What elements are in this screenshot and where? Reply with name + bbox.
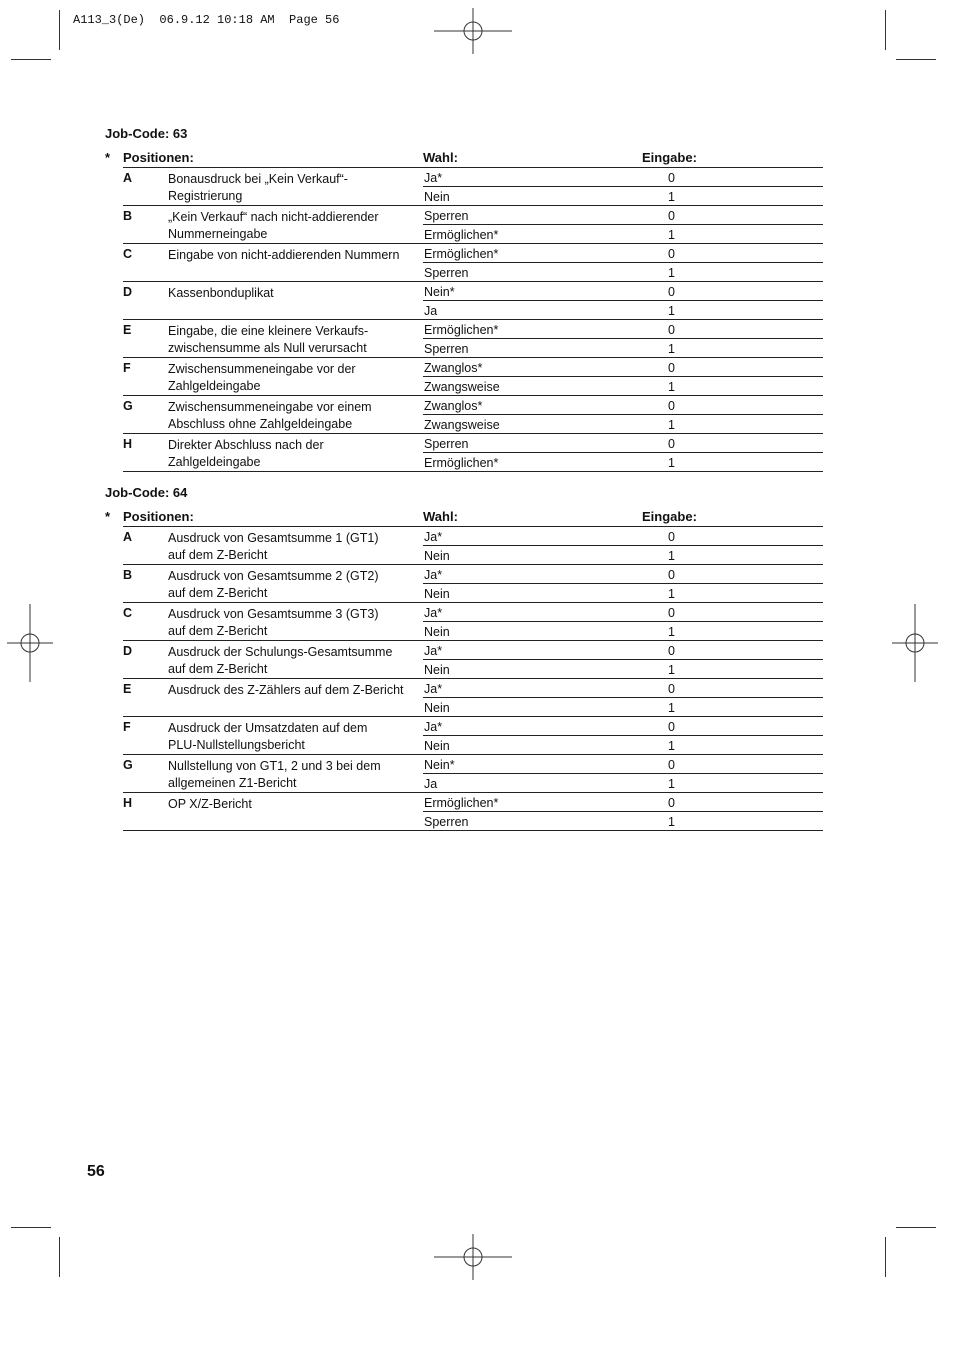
option-label: Ja	[424, 304, 438, 318]
table-row	[123, 358, 823, 396]
description-line: zwischensumme als Null verursacht	[168, 341, 367, 355]
header-positions: Positionen:	[123, 150, 194, 165]
option-row	[423, 396, 823, 415]
option-row	[423, 415, 823, 433]
position-description	[168, 171, 418, 205]
option-row	[423, 225, 823, 243]
option-label: Zwangsweise	[424, 418, 500, 432]
option-label: Nein*	[424, 285, 455, 299]
option-label: Nein	[424, 625, 450, 639]
crop-mark	[11, 59, 51, 60]
description-line: auf dem Z-Bericht	[168, 548, 268, 562]
option-label: Ja*	[424, 530, 443, 544]
option-value: 1	[668, 342, 675, 356]
option-row	[423, 736, 823, 754]
header-positions: Positionen:	[123, 509, 194, 524]
option-value: 1	[668, 380, 675, 394]
table-row	[123, 793, 823, 831]
position-description	[168, 399, 418, 433]
table-row	[123, 755, 823, 793]
option-row	[423, 603, 823, 622]
crop-mark	[885, 1237, 886, 1277]
option-row	[423, 622, 823, 640]
description-line: auf dem Z-Bericht	[168, 586, 268, 600]
description-line: Ausdruck des Z-Zählers auf dem Z-Bericht	[168, 683, 404, 697]
option-label: Nein	[424, 739, 450, 753]
description-line: Bonausdruck bei „Kein Verkauf“-	[168, 172, 348, 186]
option-row	[423, 717, 823, 736]
option-value: 1	[668, 549, 675, 563]
job-code-63-table	[105, 150, 823, 472]
option-row	[423, 755, 823, 774]
page-number: 56	[87, 1163, 105, 1180]
position-letter: C	[123, 247, 133, 261]
header-wahl: Wahl:	[423, 150, 458, 165]
option-label: Zwanglos*	[424, 361, 483, 375]
option-label: Ja*	[424, 606, 443, 620]
option-row	[423, 320, 823, 339]
position-letter: E	[123, 682, 132, 696]
header-eingabe: Eingabe:	[642, 150, 697, 165]
description-line: Eingabe, die eine kleinere Verkaufs-	[168, 324, 369, 338]
table-row	[123, 603, 823, 641]
option-label: Sperren	[424, 437, 469, 451]
option-row	[423, 453, 823, 471]
option-label: Ja	[424, 777, 438, 791]
option-list	[423, 793, 823, 830]
position-description	[168, 796, 418, 813]
position-letter: F	[123, 361, 131, 375]
option-label: Sperren	[424, 209, 469, 223]
description-line: Direkter Abschluss nach der	[168, 438, 324, 452]
option-list	[423, 641, 823, 678]
position-letter: D	[123, 644, 133, 658]
option-label: Zwanglos*	[424, 399, 483, 413]
description-line: Nummerneingabe	[168, 227, 268, 241]
table-header	[105, 150, 823, 168]
position-description	[168, 606, 418, 640]
print-slug: A113_3(De) 06.9.12 10:18 AM Page 56	[73, 13, 340, 27]
option-value: 0	[668, 644, 675, 658]
option-label: Ja*	[424, 171, 443, 185]
description-line: Zwischensummeneingabe vor der	[168, 362, 356, 376]
option-row	[423, 339, 823, 357]
option-row	[423, 282, 823, 301]
position-letter: A	[123, 171, 133, 185]
registration-mark-icon	[434, 0, 512, 70]
option-label: Nein	[424, 587, 450, 601]
option-value: 0	[668, 758, 675, 772]
description-line: „Kein Verkauf“ nach nicht-addierender	[168, 210, 379, 224]
table-row	[123, 565, 823, 603]
option-value: 0	[668, 568, 675, 582]
option-list	[423, 396, 823, 433]
option-list	[423, 565, 823, 602]
option-row	[423, 660, 823, 678]
option-row	[423, 679, 823, 698]
description-line: allgemeinen Z1-Bericht	[168, 776, 297, 790]
option-label: Ja*	[424, 644, 443, 658]
option-label: Nein*	[424, 758, 455, 772]
option-row	[423, 168, 823, 187]
option-value: 1	[668, 266, 675, 280]
header-eingabe: Eingabe:	[642, 509, 697, 524]
option-list	[423, 527, 823, 564]
option-value: 1	[668, 663, 675, 677]
position-description	[168, 530, 418, 564]
option-label: Ermöglichen*	[424, 247, 499, 261]
option-row	[423, 244, 823, 263]
option-value: 0	[668, 285, 675, 299]
option-value: 1	[668, 587, 675, 601]
position-letter: B	[123, 209, 133, 223]
option-label: Sperren	[424, 266, 469, 280]
option-value: 0	[668, 720, 675, 734]
option-value: 1	[668, 777, 675, 791]
position-description	[168, 437, 418, 471]
position-letter: D	[123, 285, 133, 299]
option-list	[423, 168, 823, 205]
table-header	[105, 509, 823, 527]
option-row	[423, 793, 823, 812]
table-row	[123, 206, 823, 244]
job-code-63-title: Job-Code: 63	[105, 126, 188, 141]
table-rows	[105, 527, 823, 831]
description-line: Ausdruck von Gesamtsumme 2 (GT2)	[168, 569, 379, 583]
position-description	[168, 758, 418, 792]
description-line: Ausdruck der Schulungs-Gesamtsumme	[168, 645, 393, 659]
option-label: Zwangsweise	[424, 380, 500, 394]
option-row	[423, 527, 823, 546]
position-letter: E	[123, 323, 132, 337]
option-label: Ja*	[424, 568, 443, 582]
option-value: 1	[668, 625, 675, 639]
option-value: 0	[668, 209, 675, 223]
position-description	[168, 720, 418, 754]
crop-mark	[59, 1237, 60, 1277]
description-line: Registrierung	[168, 189, 243, 203]
position-letter: C	[123, 606, 133, 620]
option-value: 0	[668, 682, 675, 696]
description-line: auf dem Z-Bericht	[168, 624, 268, 638]
option-row	[423, 774, 823, 792]
option-value: 0	[668, 361, 675, 375]
option-label: Sperren	[424, 815, 469, 829]
table-row	[123, 434, 823, 472]
option-list	[423, 755, 823, 792]
header-wahl: Wahl:	[423, 509, 458, 524]
option-value: 1	[668, 701, 675, 715]
option-value: 1	[668, 304, 675, 318]
option-list	[423, 358, 823, 395]
registration-mark-icon	[876, 604, 954, 682]
option-row	[423, 584, 823, 602]
option-label: Nein	[424, 701, 450, 715]
option-label: Nein	[424, 549, 450, 563]
option-label: Ermöglichen*	[424, 228, 499, 242]
position-letter: G	[123, 758, 133, 772]
description-line: OP X/Z-Bericht	[168, 797, 252, 811]
option-list	[423, 244, 823, 281]
option-row	[423, 565, 823, 584]
option-label: Ja*	[424, 720, 443, 734]
job-code-64-title: Job-Code: 64	[105, 485, 188, 500]
option-list	[423, 717, 823, 754]
position-description	[168, 209, 418, 243]
table-row	[123, 320, 823, 358]
description-line: Nullstellung von GT1, 2 und 3 bei dem	[168, 759, 381, 773]
position-letter: H	[123, 796, 133, 810]
option-list	[423, 603, 823, 640]
header-asterisk: *	[105, 150, 111, 165]
option-row	[423, 641, 823, 660]
option-list	[423, 282, 823, 319]
job-code-64-table	[105, 509, 823, 831]
crop-mark	[59, 10, 60, 50]
position-description	[168, 682, 418, 699]
option-value: 0	[668, 437, 675, 451]
option-value: 0	[668, 606, 675, 620]
option-value: 1	[668, 815, 675, 829]
option-label: Ermöglichen*	[424, 796, 499, 810]
option-list	[423, 434, 823, 471]
option-row	[423, 546, 823, 564]
description-line: Eingabe von nicht-addierenden Nummern	[168, 248, 400, 262]
table-row	[123, 244, 823, 282]
position-description	[168, 285, 418, 302]
option-value: 0	[668, 796, 675, 810]
option-row	[423, 434, 823, 453]
option-row	[423, 698, 823, 716]
option-value: 1	[668, 739, 675, 753]
position-description	[168, 361, 418, 395]
position-description	[168, 323, 418, 357]
option-label: Sperren	[424, 342, 469, 356]
table-row	[123, 641, 823, 679]
option-value: 0	[668, 247, 675, 261]
crop-mark	[896, 1227, 936, 1228]
option-row	[423, 187, 823, 205]
description-line: Ausdruck von Gesamtsumme 3 (GT3)	[168, 607, 379, 621]
option-label: Ja*	[424, 682, 443, 696]
position-description	[168, 247, 418, 264]
crop-mark	[11, 1227, 51, 1228]
position-description	[168, 568, 418, 602]
description-line: PLU-Nullstellungsbericht	[168, 738, 305, 752]
option-list	[423, 679, 823, 716]
option-row	[423, 812, 823, 830]
option-value: 0	[668, 530, 675, 544]
position-letter: F	[123, 720, 131, 734]
table-row	[123, 168, 823, 206]
position-description	[168, 644, 418, 678]
description-line: auf dem Z-Bericht	[168, 662, 268, 676]
option-value: 1	[668, 456, 675, 470]
registration-mark-icon	[434, 1218, 512, 1296]
option-value: 1	[668, 418, 675, 432]
option-row	[423, 301, 823, 319]
option-row	[423, 206, 823, 225]
option-list	[423, 320, 823, 357]
description-line: Ausdruck von Gesamtsumme 1 (GT1)	[168, 531, 379, 545]
table-row	[123, 527, 823, 565]
option-row	[423, 358, 823, 377]
position-letter: G	[123, 399, 133, 413]
option-label: Nein	[424, 663, 450, 677]
position-letter: B	[123, 568, 133, 582]
option-row	[423, 377, 823, 395]
option-value: 0	[668, 323, 675, 337]
option-value: 1	[668, 190, 675, 204]
description-line: Zwischensummeneingabe vor einem	[168, 400, 372, 414]
table-row	[123, 679, 823, 717]
option-label: Nein	[424, 190, 450, 204]
option-list	[423, 206, 823, 243]
position-letter: A	[123, 530, 133, 544]
option-value: 1	[668, 228, 675, 242]
description-line: Ausdruck der Umsatzdaten auf dem	[168, 721, 368, 735]
crop-mark	[885, 10, 886, 50]
description-line: Abschluss ohne Zahlgeldeingabe	[168, 417, 353, 431]
description-line: Zahlgeldeingabe	[168, 379, 261, 393]
crop-mark	[896, 59, 936, 60]
table-row	[123, 396, 823, 434]
table-row	[123, 717, 823, 755]
registration-mark-icon	[0, 604, 69, 682]
header-asterisk: *	[105, 509, 111, 524]
option-label: Ermöglichen*	[424, 456, 499, 470]
description-line: Kassenbonduplikat	[168, 286, 274, 300]
option-value: 0	[668, 399, 675, 413]
option-row	[423, 263, 823, 281]
position-letter: H	[123, 437, 133, 451]
option-value: 0	[668, 171, 675, 185]
option-label: Ermöglichen*	[424, 323, 499, 337]
description-line: Zahlgeldeingabe	[168, 455, 261, 469]
table-row	[123, 282, 823, 320]
table-rows	[105, 168, 823, 472]
